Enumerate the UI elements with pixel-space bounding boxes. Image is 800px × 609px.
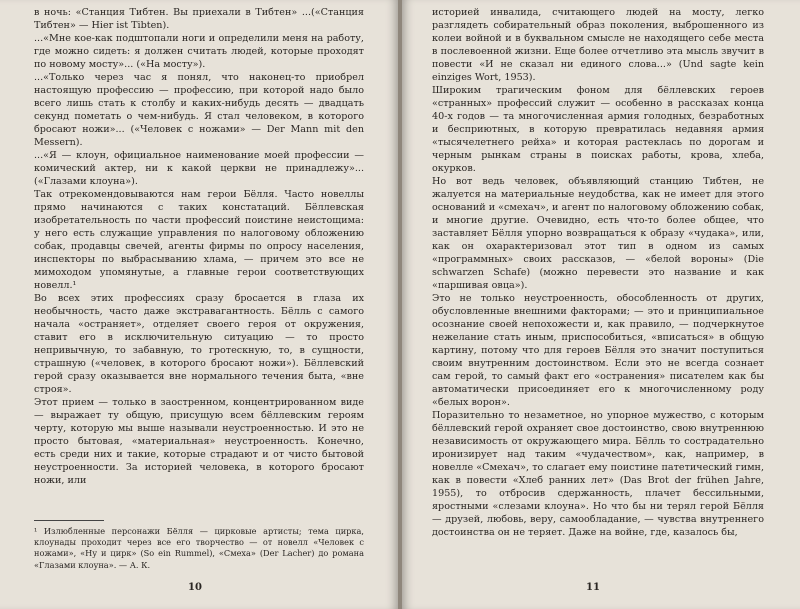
right-page-text — [432, 6, 764, 539]
right-paragraph: историей инвалида, считающего людей на мосту, легко разглядеть собирательный образ поколения, выброшенного из колеи войной и в буквальном смысле не находящего себе места в послевоенной жизни. Еще более отчетливо эта мысль звучит в повести «И не сказал ни единого слова...» (Und sagte kein einziges Wort, 1953). — [432, 7, 764, 83]
left-paragraph: ...«Мне кое-как подштопали ноги и определили меня на работу, где можно сидеть: я должен считать людей, которые проходят по новому мосту»... («На мосту»). — [34, 33, 364, 70]
left-paragraph: ...«Я — клоун, официальное наименование моей профессии — комический актер, ни к какой церкви не принадлежу»... («Глазами клоуна»). — [34, 150, 364, 187]
right-paragraph: Поразительно то незаметное, но упорное мужество, с которым бёллевский герой охраняет свое достоинство, свою внутреннюю независимость от окружающего мира. Бёлль то сострадательно иронизирует над таким «чудачеством», как, например, в новелле «Смехач», то слагает ему поистине патетический гимн, как в повести «Хлеб ранних лет» (Das Brot der frühen Jahre, 1955), то отбросив сдержанность, плачет бессильными, яростными «слезами клоуна». Но что бы ни терял герой Бёлля — друзей, любовь, веру, самообладание, — чувства внутреннего достоинства он не теряет. Даже на войне, где, казалось бы, — [432, 410, 764, 538]
right-paragraph: Это не только неустроенность, обособленность от других, обусловленные внешними факторами; — это и принципиальное осознание своей непохожести и, как правило, — подчеркнутое нежелание стать иным, приспособиться, «вписаться» в общую картину, потому что для героев Бёлля это значит поступиться своим внутренним достоинством. Если это не всегда сознает сам герой, то самый факт его «остранения» писателем как бы автоматически присоединяет его к многочисленному роду «белых ворон». — [432, 293, 764, 408]
footnote-rule — [34, 520, 104, 521]
left-page — [0, 0, 398, 609]
right-page — [402, 0, 800, 609]
footnote: ¹ Излюбленные персонажи Бёлля — цирковые артисты; тема цирка, клоунады проходит через все его творчество — от новелл «Человек с ножами», «Ну и цирк» (So ein Rummel), «Смеха» (Der Lacher) до романа «Глазами клоуна». — А. К. — [34, 526, 364, 570]
page-number-right: 11 — [586, 582, 600, 593]
left-paragraph: Этот прием — только в заостренном, концентрированном виде — выражает ту общую, присущую всем бёллевским героям черту, которую мы выше называли неустроенностью. И это не просто бытовая, «материальная» неустроенность. Конечно, есть среди них и такие, которые страдают и от чисто бытовой неустроенности. За историей человека, в которого бросают ножи, или — [34, 397, 364, 486]
right-paragraph: Широким трагическим фоном для бёллевских героев «странных» профессий служит — особенно в рассказах конца 40-х годов — та многочисленная армия голодных, безработных и бесприютных, в которую превратилась недавняя армия «тысячелетнего рейха» и которая растеклась по дорогам и черным рынкам страны в поисках работы, крова, хлеба, окурков. — [432, 85, 764, 174]
left-paragraph: Во всех этих профессиях сразу бросается в глаза их необычность, часто даже экстравагантность. Бёлль с самого начала «остраняет», отделяет своего героя от окружения, ставит его в исключительную ситуацию — то просто непривычную, то забавную, то гротескную, то, в сущности, страшную («человек, в которого бросают ножи»). Бёллевский герой сразу оказывается вне нормального течения быта, «вне строя». — [34, 293, 364, 395]
left-paragraph: в ночь: «Станция Тибтен. Вы приехали в Тибтен» ...(«Станция Тибтен» — Hier ist Tibten). — [34, 7, 364, 31]
left-paragraph: Так отрекомендовываются нам герои Бёлля. Часто новеллы прямо начинаются с таких констатаций. Бёллевская изобретательность по части профессий поистине неистощима: у него есть служащие управления по налоговому обложению собак, продавцы свечей, агенты фирмы по опросу населения, инспекторы по выбрасыванию хлама, — причем это все не мимоходом упомянутые, а главные герои соответствующих новелл.¹ — [34, 189, 364, 291]
left-page-text — [34, 6, 364, 487]
page-number-left: 10 — [188, 582, 202, 593]
right-paragraph: Но вот ведь человек, объявляющий станцию Тибтен, не жалуется на материальные неудобства, как не имеет для этого оснований и «смехач», и агент по налоговому обложению собак, и многие другие. Очевидно, есть что-то более общее, что заставляет Бёлля упорно возвращаться к образу «чудака», или, как он охарактеризовал этот тип в одном из самых «программных» своих рассказов, — «белой вороны» (Die schwarzen Schafe) (можно перевести это название и как «паршивая овца»). — [432, 176, 764, 291]
left-paragraph: ...«Только через час я понял, что наконец-то приобрел настоящую профессию — профессию, при которой надо было всего лишь стать к столбу и каких-нибудь десять — двадцать секунд пометать о чем-нибудь. Я стал человеком, в которого бросают ножи»... («Человек с ножами» — Der Mann mit den Messern). — [34, 72, 364, 148]
